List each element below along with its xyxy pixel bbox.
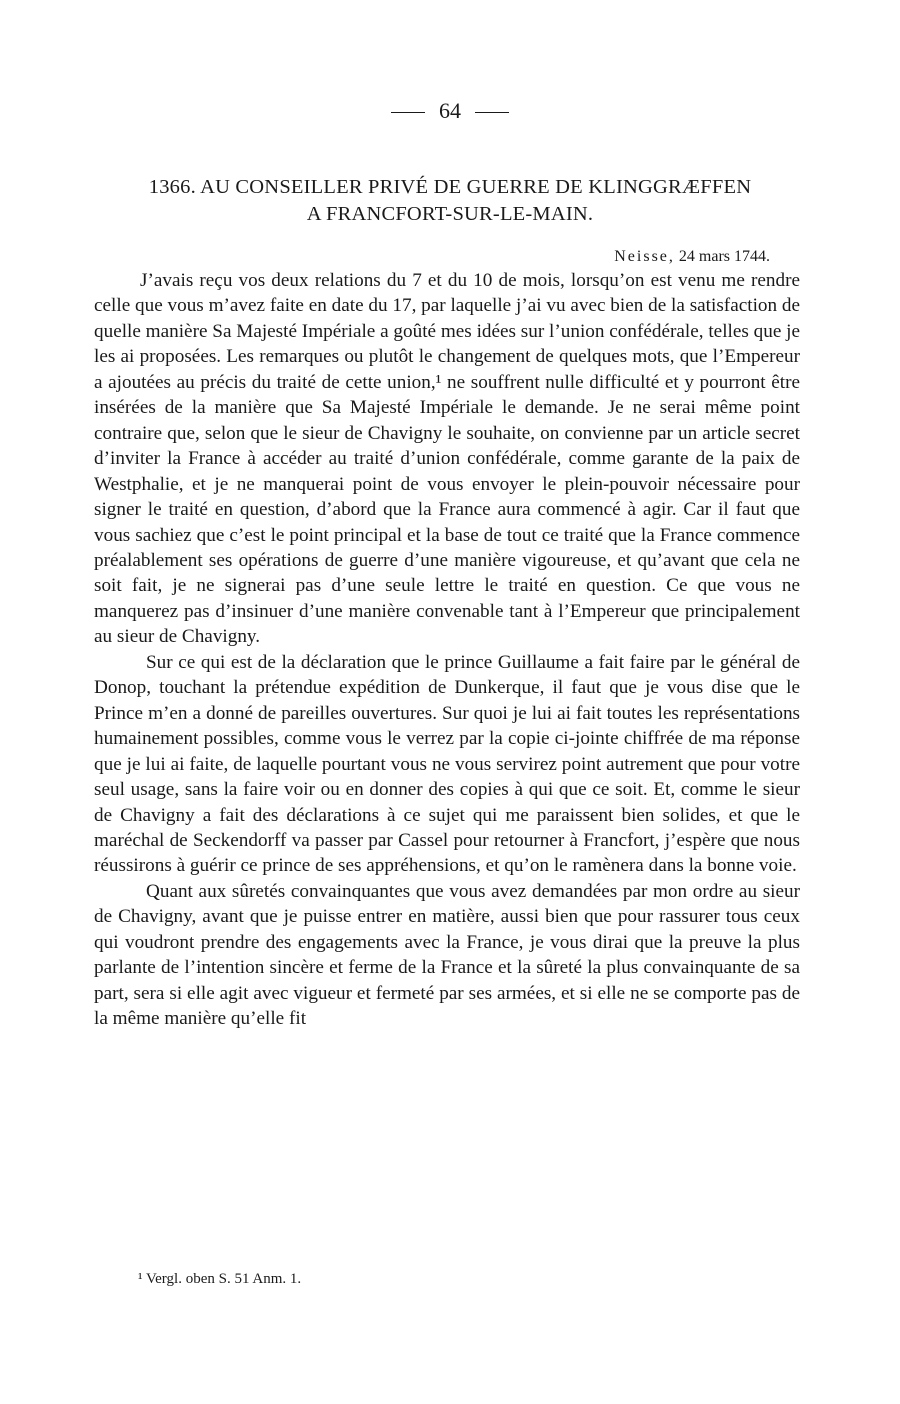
heading-line-2: A FRANCFORT-SUR-LE-MAIN. xyxy=(306,203,594,225)
letter-body xyxy=(94,268,800,1032)
paragraph: Quant aux sûretés convainquantes que vous avez demandées par mon ordre au sieur de Chavigny, avant que je puisse entrer en matière, aussi bien que pour rassurer tous ceux qui voudront prendre des engagements avec la France, je vous dirai que la preuve la plus parlante de l’intention sincère et ferme de la France et la sûreté la plus convainquante de sa part, sera si elle agit avec vigueur et fermeté par ses armées, et si elle ne se comporte pas de la même manière qu’elle fit xyxy=(94,880,800,1030)
paragraph: J’avais reçu vos deux relations du 7 et du 10 de mois, lorsqu’on est venu me rendre celle que vous m’avez faite en date du 17, par laquelle j’ai vu avec bien de la satisfaction de quelle manière Sa Majesté Impériale a goûté mes idées sur l’union confédérale, telles que je les ai proposées. Les remarques ou plutôt le changement de quelques mots, que l’Empereur a ajoutées au précis du traité de cette union,¹ ne souffrent nulle difficulté et y pourront être insérées de la manière que Sa Majesté Impériale le demande. Je ne serai même point contraire que, selon que le sieur de Chavigny le souhaite, on convienne par un article secret d’inviter la France à accéder au traité d’union confédérale, comme garante de la paix de Westphalie, et je ne manquerai point de vous envoyer le plein-pouvoir nécessaire pour signer le traité en question, d’abord que la France aura commencé à agir. Car il faut que vous sachiez que c’est le point principal et la base de tout ce traité que la France commence préalablement ses opérations de guerre d’une manière vigoureuse, et qu’avant que cela ne soit fait, je ne signerai pas d’une seule lettre le traité en question. Ce que vous ne manquerez pas d’insinuer d’une manière convenable tant à l’Empereur que principalement au sieur de Chavigny. xyxy=(94,270,800,648)
page-number xyxy=(0,98,900,124)
page-number-value: 64 xyxy=(439,98,461,123)
page-number-dash-left xyxy=(391,112,425,113)
letter-heading xyxy=(100,174,800,228)
page-number-dash-right xyxy=(475,112,509,113)
letter-dateline xyxy=(614,248,770,266)
footnote: ¹ Vergl. oben S. 51 Anm. 1. xyxy=(138,1271,302,1287)
heading-line-1: 1366. AU CONSEILLER PRIVÉ DE GUERRE DE KLINGGRÆFFEN xyxy=(148,176,752,198)
paragraph: Sur ce qui est de la déclaration que le prince Guillaume a fait faire par le général de Donop, touchant la prétendue expédition de Dunkerque, il faut que je vous dise que le Prince m’en a donné de pareilles ouvertures. Sur quoi je lui ai fait toutes les représentations humainement possibles, comme vous le verrez par la copie ci-jointe chiffrée de ma réponse que je lui ai faite, de laquelle pourtant vous ne vous servirez point autrement que pour votre seul usage, sans la faire voir ou en donner des copies à qui que ce soit. Et, comme le sieur de Chavigny a fait des déclarations à ce sujet qui me paraissent bien solides, et que le maréchal de Seckendorff va passer par Cassel pour retourner à Francfort, j’espère que nous réussirons à guérir ce prince de ses appréhensions, et qu’on le ramènera dans la bonne voie. xyxy=(94,651,800,877)
dateline-date: 24 mars 1744. xyxy=(678,248,770,265)
dateline-place: Neisse, xyxy=(614,248,675,265)
